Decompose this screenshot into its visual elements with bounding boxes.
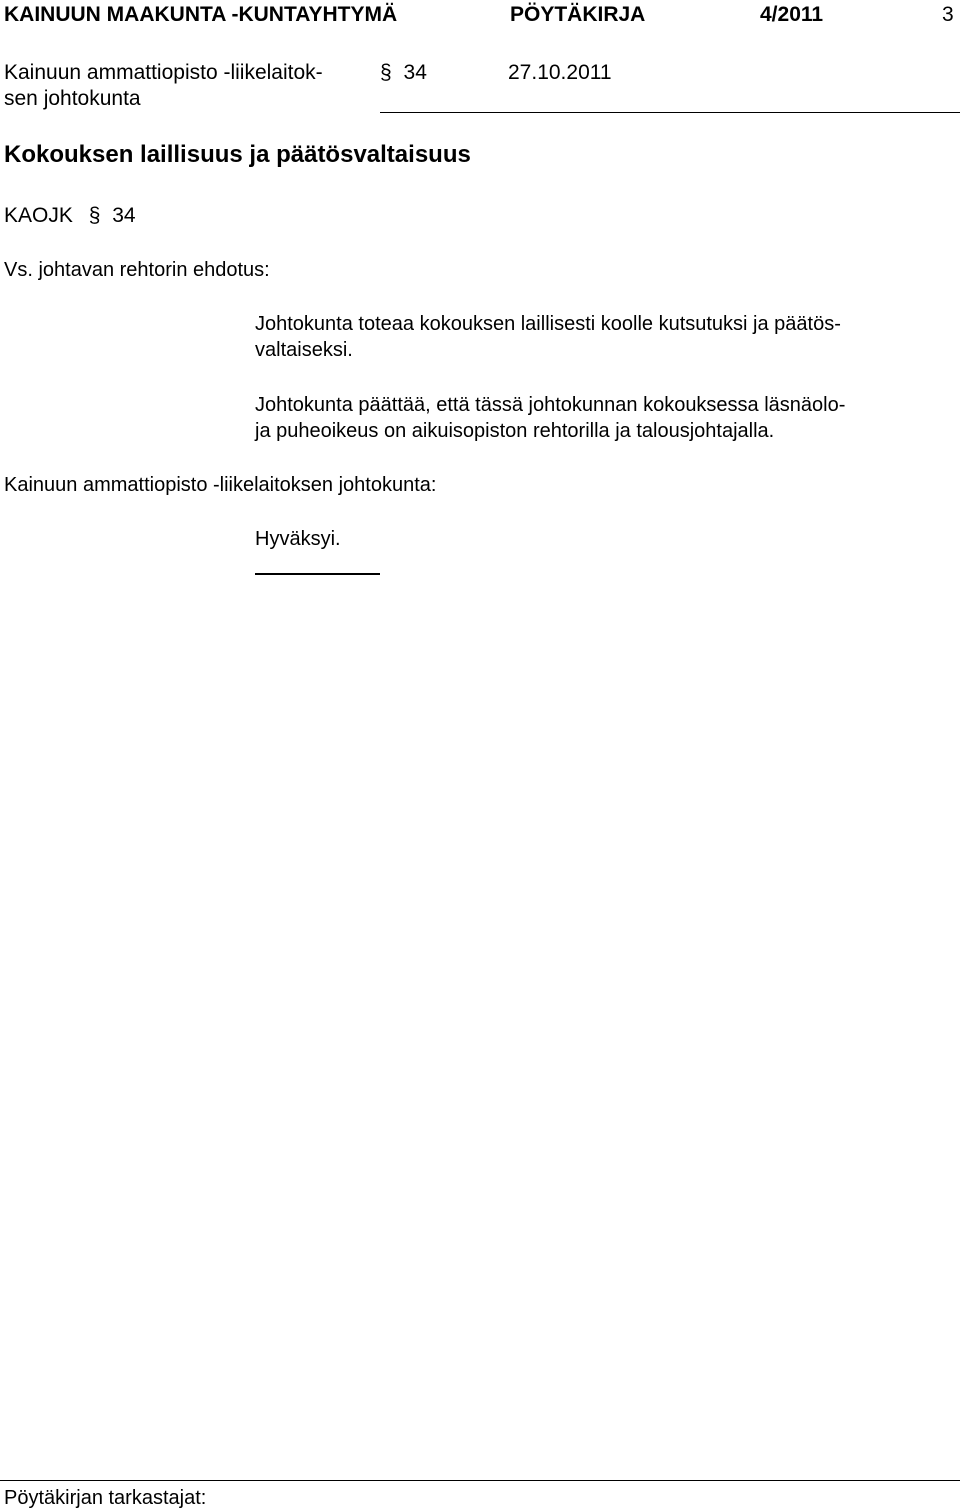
footer-divider [0,1480,960,1481]
body-name-line2: sen johtokunta [4,87,141,110]
header-section-ref [380,60,427,86]
header-divider [380,112,960,113]
decision-text: Hyväksyi. [255,528,341,550]
proposal-paragraph-1-line-1: Johtokunta toteaa kokouksen laillisesti koolle kutsutuksi ja päätös- [255,313,841,335]
reviewers-label: Pöytäkirjan tarkastajat: [4,1487,207,1509]
decision-underline [255,573,380,575]
reference-number: 34 [112,204,136,227]
proposal-paragraph-1-line-2: valtaiseksi. [255,339,353,361]
section-title: Kokouksen laillisuus ja päätösvaltaisuus [4,141,471,168]
proposal-label: Vs. johtavan rehtorin ehdotus: [4,259,270,281]
organization-name: KAINUUN MAAKUNTA -KUNTAYHTYMÄ [4,3,398,26]
section-sign-icon: § [88,204,101,227]
proposal-paragraph-2-line-2: ja puheoikeus on aikuisopiston rehtorilla ja talousjohtajalla. [255,420,775,442]
meeting-date: 27.10.2011 [508,61,612,84]
reference-label: KAOJK [4,204,73,227]
decision-label: Kainuun ammattiopisto -liikelaitoksen johtokunta: [4,474,437,496]
document-number: 4/2011 [760,3,824,26]
document-type: PÖYTÄKIRJA [510,3,646,26]
body-name-line1: Kainuun ammattiopisto -liikelaitok- [4,61,323,84]
page-number: 3 [942,3,954,26]
reference-line [4,203,136,229]
section-sign-icon: § [380,61,392,84]
header-section-number: 34 [403,61,427,84]
proposal-paragraph-2-line-1: Johtokunta päättää, että tässä johtokunnan kokouksessa läsnäolo- [255,394,846,416]
